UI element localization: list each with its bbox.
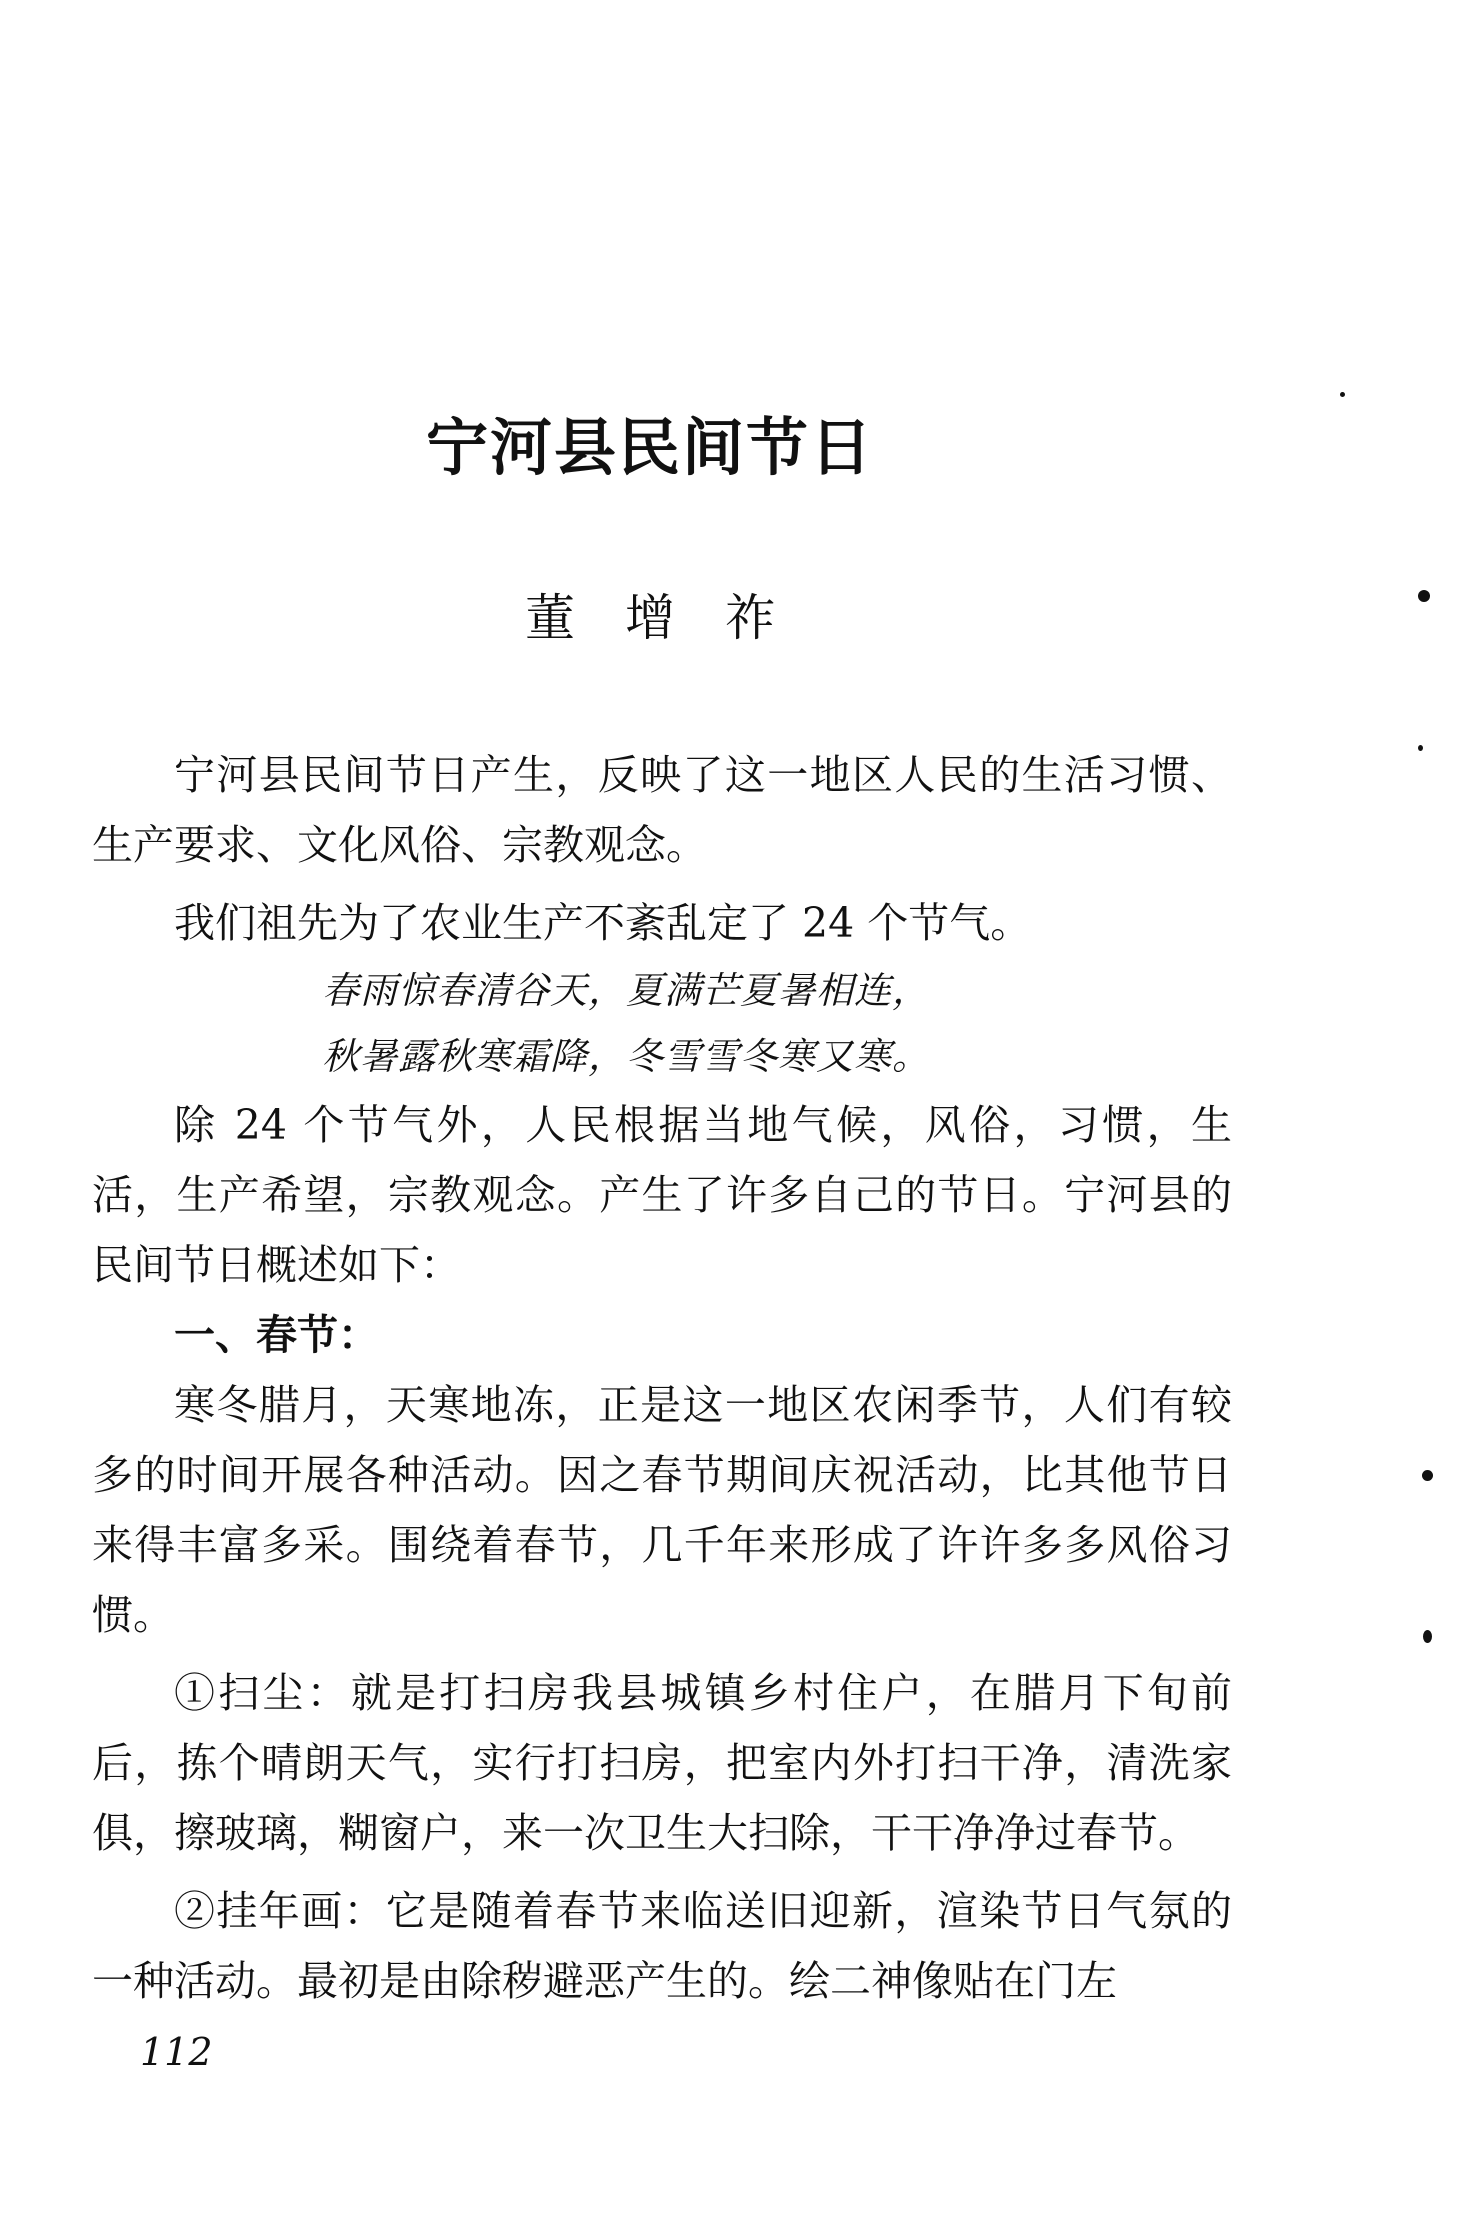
paragraph-new-year-pictures: ②挂年画：它是随着春节来临送旧迎新，渲染节日气氛的一种活动。最初是由除秽避恶产生的。绘二神像贴在门左 (92, 1887, 1232, 2005)
paragraph-spring-festival: 寒冬腊月，天寒地冻，正是这一地区农闲季节，人们有较多的时间开展各种活动。因之春节期间庆祝活动，比其他节日来得丰富多采。围绕着春节，几千年来形成了许许多多风俗习惯。 (92, 1381, 1232, 1639)
solar-terms-verse (92, 958, 1232, 1090)
page-title: 宁河县民间节日 (425, 411, 874, 484)
scan-speck (1423, 1630, 1432, 1643)
scan-speck (1340, 392, 1345, 397)
verse-line: 春雨惊春清谷天，夏满芒夏暑相连， (322, 969, 930, 1012)
paragraph-intro: 宁河县民间节日产生，反映了这一地区人民的生活习惯、生产要求、文化风俗、宗教观念。 (92, 751, 1232, 869)
page-number: 112 (140, 2030, 213, 2074)
author-name: 董增祚 (525, 589, 825, 647)
section-heading-spring-festival: 一、春节： (174, 1311, 379, 1359)
article-body (92, 740, 1232, 2016)
scan-speck (1418, 590, 1430, 602)
paragraph-overview: 除 24 个节气外，人民根据当地气候，风俗，习惯，生活，生产希望，宗教观念。产生了许多自己的节日。宁河县的民间节日概述如下： (92, 1101, 1232, 1289)
paragraph-sweeping: ①扫尘：就是打扫房我县城镇乡村住户，在腊月下旬前后，拣个晴朗天气，实行打扫房，把室内外打扫干净，清洗家俱，擦玻璃，糊窗户，来一次卫生大扫除，干干净净过春节。 (92, 1669, 1232, 1857)
scan-speck (1422, 1470, 1433, 1481)
paragraph-solar-terms: 我们祖先为了农业生产不紊乱定了 24 个节气。 (174, 899, 1032, 947)
verse-line: 秋暑露秋寒霜降，冬雪雪冬寒又寒。 (322, 1035, 930, 1078)
scan-speck (1418, 745, 1423, 751)
